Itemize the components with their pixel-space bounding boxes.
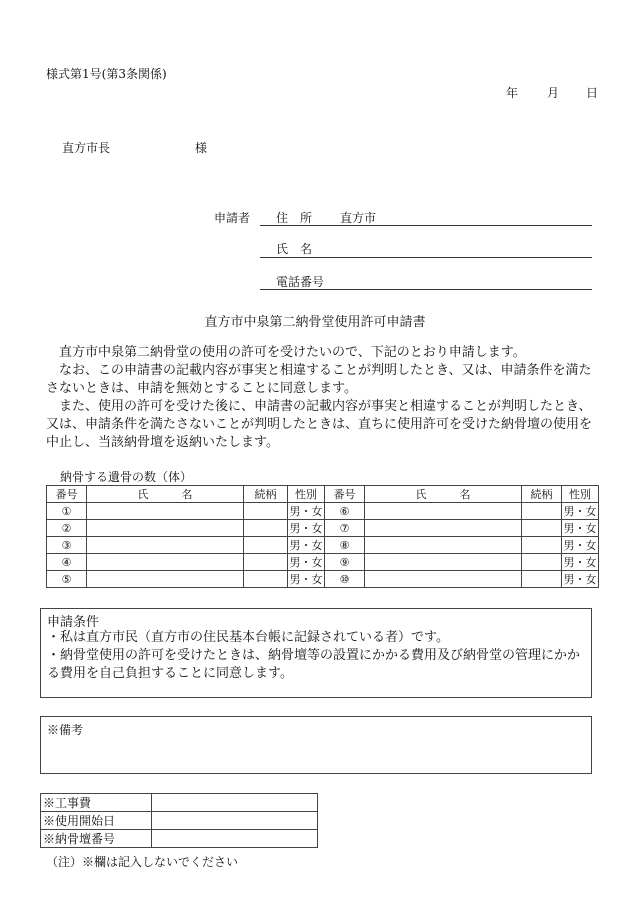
applicant-label: 申請者 — [214, 211, 251, 225]
header-number: 番号 — [47, 486, 87, 503]
header-sex: 性別 — [562, 486, 599, 503]
body-paragraph-2: なお、この申請書の記載内容が事実と相違することが判明したとき、又は、申請条件を満たさないときは、申請を無効とすることに同意します。 — [46, 363, 592, 396]
remains-table-caption: 納骨する遺骨の数（体） — [60, 470, 193, 484]
header-sex: 性別 — [288, 486, 325, 503]
addressee-name: 直方市長 — [62, 141, 111, 155]
date-day-label: 日 — [586, 86, 599, 100]
remarks-box[interactable] — [40, 716, 592, 774]
table-row — [47, 503, 599, 520]
date-year-label: 年 — [506, 86, 519, 100]
address-label: 住 所 — [276, 211, 313, 225]
sex-cell[interactable]: 男・女 — [288, 503, 325, 520]
table-row — [41, 830, 318, 848]
name-cell[interactable] — [365, 554, 522, 571]
date-month-label: 月 — [547, 86, 560, 100]
relation-cell[interactable] — [522, 554, 562, 571]
relation-cell[interactable] — [522, 520, 562, 537]
header-name: 氏 名 — [365, 486, 522, 503]
relation-cell[interactable] — [244, 503, 288, 520]
table-row — [41, 794, 318, 812]
name-label: 氏 名 — [276, 242, 313, 256]
header-number: 番号 — [325, 486, 365, 503]
relation-cell[interactable] — [244, 537, 288, 554]
relation-cell[interactable] — [244, 554, 288, 571]
header-relation: 続柄 — [522, 486, 562, 503]
row-number: ⑨ — [325, 554, 365, 571]
sex-cell[interactable]: 男・女 — [288, 571, 325, 588]
sex-cell[interactable]: 男・女 — [562, 503, 599, 520]
header-relation: 続柄 — [244, 486, 288, 503]
remains-table — [46, 485, 599, 588]
name-underline[interactable] — [260, 257, 592, 258]
phone-label: 電話番号 — [276, 275, 325, 289]
phone-underline[interactable] — [260, 289, 592, 290]
office-row-label: ※納骨壇番号 — [41, 830, 152, 848]
conditions-title: 申請条件 — [47, 615, 100, 630]
office-row-value — [152, 830, 318, 848]
table-row — [47, 537, 599, 554]
row-number: ③ — [47, 537, 87, 554]
sex-cell[interactable]: 男・女 — [562, 571, 599, 588]
row-number: ⑦ — [325, 520, 365, 537]
condition-item: ・納骨堂使用の許可を受けたときは、納骨壇等の設置にかかる費用及び納骨堂の管理にかかる費用を自己負担することに同意します。 — [47, 648, 581, 681]
row-number: ④ — [47, 554, 87, 571]
row-number: ⑩ — [325, 571, 365, 588]
row-number: ② — [47, 520, 87, 537]
name-cell[interactable] — [365, 537, 522, 554]
name-cell[interactable] — [87, 520, 244, 537]
office-row-value — [152, 794, 318, 812]
table-row — [47, 554, 599, 571]
office-row-value — [152, 812, 318, 830]
table-row — [41, 812, 318, 830]
name-cell[interactable] — [87, 554, 244, 571]
row-number: ⑧ — [325, 537, 365, 554]
name-cell[interactable] — [87, 537, 244, 554]
table-row — [47, 520, 599, 537]
name-cell[interactable] — [365, 571, 522, 588]
remarks-label: ※備考 — [47, 723, 84, 737]
sex-cell[interactable]: 男・女 — [562, 554, 599, 571]
sex-cell[interactable]: 男・女 — [288, 537, 325, 554]
body-paragraph-1: 直方市中泉第二納骨堂の使用の許可を受けたいので、下記のとおり申請します。 — [59, 345, 526, 360]
sex-cell[interactable]: 男・女 — [562, 520, 599, 537]
body-text — [46, 344, 604, 452]
address-underline — [260, 225, 592, 226]
remains-table-header — [47, 486, 599, 503]
office-row-label: ※使用開始日 — [41, 812, 152, 830]
condition-item: ・私は直方市民（直方市の住民基本台帳に記録されている者）です。 — [47, 630, 449, 645]
header-name: 氏 名 — [87, 486, 244, 503]
relation-cell[interactable] — [522, 537, 562, 554]
name-cell[interactable] — [365, 520, 522, 537]
row-number: ① — [47, 503, 87, 520]
name-cell[interactable] — [87, 571, 244, 588]
form-number: 様式第1号(第3条関係) — [46, 67, 167, 81]
relation-cell[interactable] — [244, 571, 288, 588]
office-use-note: （注）※欄は記入しないでください — [46, 855, 239, 869]
addressee-honorific: 様 — [195, 141, 208, 155]
sex-cell[interactable]: 男・女 — [288, 520, 325, 537]
sex-cell[interactable]: 男・女 — [562, 537, 599, 554]
relation-cell[interactable] — [522, 503, 562, 520]
conditions-box — [40, 608, 592, 698]
row-number: ⑤ — [47, 571, 87, 588]
document-title: 直方市中泉第二納骨堂使用許可申請書 — [204, 315, 426, 330]
address-value[interactable]: 直方市 — [340, 211, 377, 225]
relation-cell[interactable] — [522, 571, 562, 588]
sex-cell[interactable]: 男・女 — [288, 554, 325, 571]
name-cell[interactable] — [365, 503, 522, 520]
table-row — [47, 571, 599, 588]
body-paragraph-3: また、使用の許可を受けた後に、申請書の記載内容が事実と相違することが判明したとき、又は、申請条件を満たさないことが判明したときは、直ちに使用許可を受けた納骨壇の使用を中止し、当該納骨壇を返納いたします。 — [46, 399, 593, 450]
relation-cell[interactable] — [244, 520, 288, 537]
row-number: ⑥ — [325, 503, 365, 520]
office-use-table — [40, 793, 318, 848]
name-cell[interactable] — [87, 503, 244, 520]
office-row-label: ※工事費 — [41, 794, 152, 812]
